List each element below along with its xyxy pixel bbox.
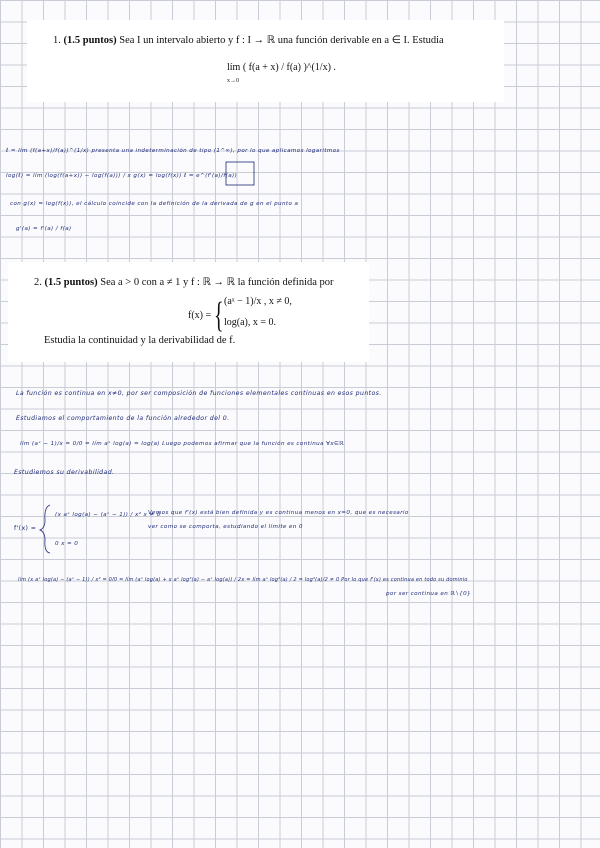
problem-1-points: (1.5 puntos) <box>63 35 117 46</box>
answer-1-line-4: g'(a) = f'(a) / f(a) <box>16 226 72 232</box>
answer-2-line-1: La función es continua en x≠0, por ser composición de funciones elementales continuas en esos puntos. <box>16 390 382 397</box>
problem-2-points: (1.5 puntos) <box>44 277 98 288</box>
answer-2-line-4: Estudiemos su derivabilidad. <box>14 469 115 476</box>
answer-2-line-6: por ser continua en ℝ∖{0} <box>386 591 472 597</box>
answer-2-derivative-name: f'(x) = <box>14 525 37 532</box>
problem-2-brace: { <box>214 296 224 336</box>
problem-2-case-1: (aˣ − 1)/x , x ≠ 0, <box>224 296 292 307</box>
answer-2-derivative-case-1: (x aˣ log(a) − (aˣ − 1)) / x² x ≠ 0 <box>55 512 161 518</box>
answer-1-line-1: ℓ = lím (f(a+x)/f(a))^(1/x) presenta una indeterminación de tipo (1^∞), por lo que aplicamos logaritmos <box>6 148 340 154</box>
answer-2-note-line-1: Vemos que f'(x) está bien definida y es continua menos en x=0, que es necesario <box>148 510 409 516</box>
problem-1-statement: Sea I un intervalo abierto y f : I → ℝ una función derivable en a ∈ I. Estudia <box>119 35 444 46</box>
problem-1-number: 1. <box>53 35 61 46</box>
problem-2-footer: Estudia la continuidad y la derivabilidad de f. <box>44 335 236 346</box>
answer-2-line-5: lím (x aˣ log(a) − (aˣ − 1)) / x² = 0/0 = lím (aˣ log(a) + x aˣ log²(a) − aˣ log(a)) / 2x = lím aˣ log²(a) / 2 = log²(a)/2 ≠ 0 Por lo que f'(x) es continua en todo su dominio <box>18 577 468 583</box>
problem-2-case-2: log(a), x = 0. <box>224 317 277 328</box>
problem-1-limit-subscript: x→0 <box>227 78 239 84</box>
problem-2-function-name: f(x) = <box>188 310 212 321</box>
problem-1-limit-expression: lím ( f(a + x) / f(a) )^(1/x) . <box>227 62 336 73</box>
problem-2-number: 2. <box>34 277 42 288</box>
answer-2-derivative-case-2: 0 x = 0 <box>55 541 79 547</box>
answer-2-line-3: lím (aˣ − 1)/x = 0/0 = lím aˣ log(a) = log(a) Luego podemos afirmar que la función es continua ∀x∈ℝ <box>20 441 345 447</box>
answer-2-line-2: Estudiamos el comportamiento de la función alrededor del 0. <box>16 415 230 422</box>
answer-2-note-line-2: ver como se comporta, estudiando el límite en 0 <box>148 524 303 530</box>
answer-1-line-3: con g(x) = log(f(x)), el cálculo coincide con la definición de la derivada de g en el punto a <box>10 201 299 207</box>
problem-2-statement: Sea a > 0 con a ≠ 1 y f : ℝ → ℝ la función definida por <box>100 277 334 288</box>
answer-1-line-2: log(ℓ) = lím (log(f(a+x)) − log(f(a))) / x g(x) = log(f(x)) ℓ = e^(f'(a)/f(a)) <box>6 173 238 179</box>
